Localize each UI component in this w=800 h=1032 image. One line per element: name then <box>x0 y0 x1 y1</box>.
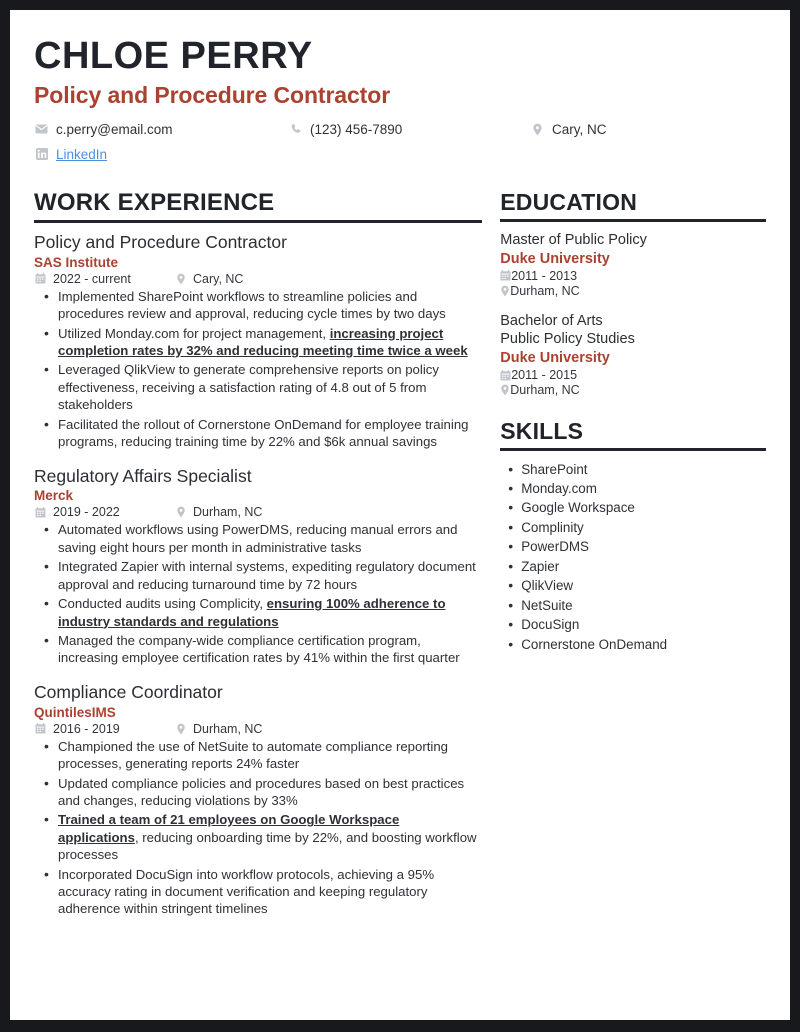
contact-phone[interactable] <box>288 118 530 140</box>
job-location: Cary, NC <box>174 272 243 286</box>
job-bullet: • Facilitated the rollout of Cornerstone OnDemand for employee training programs, reducing training time by 22% and $6k annual savings <box>34 416 482 451</box>
education-degree: Bachelor of Arts <box>500 312 603 329</box>
job-meta <box>34 722 482 736</box>
job-bullet: • Implemented SharePoint workflows to streamline policies and procedures review and approval, reducing cycle times by two days <box>34 288 482 323</box>
job-bullet: • Utilized Monday.com for project management, increasing project completion rates by 32% and reducing meeting time twice a week <box>34 325 482 360</box>
job-title: Policy and Procedure Contractor <box>34 231 287 252</box>
location-pin-icon <box>500 384 510 396</box>
education-field: Public Policy Studies <box>500 331 635 348</box>
skill-item: • Google Workspace <box>500 498 766 517</box>
job-location: Durham, NC <box>174 505 262 519</box>
resume-body <box>34 190 766 932</box>
job-company: Merck <box>34 488 74 504</box>
education-entry <box>500 312 766 398</box>
job-entry <box>34 682 482 918</box>
location-pin-icon <box>500 285 510 297</box>
candidate-name: CHLOE PERRY <box>34 35 313 77</box>
resume-header <box>34 36 766 168</box>
skill-item: • NetSuite <box>500 596 766 615</box>
work-experience-heading: WORK EXPERIENCE <box>34 189 275 217</box>
contact-email-text: c.perry@email.com <box>56 121 173 137</box>
skill-item: • Cornerstone OnDemand <box>500 635 766 654</box>
contact-email[interactable] <box>34 118 288 140</box>
education-school: Duke University <box>500 350 610 367</box>
job-bullet-list <box>34 738 482 918</box>
job-dates: 2016 - 2019 <box>34 722 174 736</box>
calendar-icon <box>34 273 47 284</box>
job-location: Durham, NC <box>174 722 262 736</box>
location-pin-icon <box>530 123 545 136</box>
calendar-icon <box>500 270 511 281</box>
skills-heading: SKILLS <box>500 418 584 445</box>
education-heading: EDUCATION <box>500 189 638 216</box>
location-pin-icon <box>174 723 187 735</box>
education-list <box>500 231 766 398</box>
candidate-job-title: Policy and Procedure Contractor <box>34 82 391 109</box>
location-pin-icon <box>174 506 187 518</box>
emphasized-text: Trained a team of 21 employees on Google Workspace applications <box>58 812 400 845</box>
job-company: SAS Institute <box>34 254 119 270</box>
job-bullet: • Conducted audits using Complicity, ensuring 100% adherence to industry standards and regulations <box>34 595 482 630</box>
linkedin-icon <box>34 148 49 160</box>
contact-info <box>34 118 766 168</box>
skills-list <box>500 460 766 654</box>
job-bullet: • Automated workflows using PowerDMS, reducing manual errors and saving eight hours per month in administrative tasks <box>34 521 482 556</box>
education-section <box>500 190 766 397</box>
contact-location-text: Cary, NC <box>552 121 607 137</box>
skill-item: • Complinity <box>500 518 766 537</box>
education-school: Duke University <box>500 250 610 267</box>
skills-section <box>500 419 766 654</box>
emphasized-text: increasing project completion rates by 32% and reducing meeting time twice a week <box>58 325 468 358</box>
job-bullet: • Trained a team of 21 employees on Google Workspace applications, reducing onboarding time by 22%, and boosting workflow processes <box>34 811 482 863</box>
calendar-icon <box>34 507 47 518</box>
contact-linkedin[interactable] <box>34 143 288 165</box>
calendar-icon <box>500 370 511 381</box>
job-entry <box>34 232 482 451</box>
contact-phone-text: (123) 456-7890 <box>310 121 403 137</box>
education-dates: 2011 - 2015 <box>500 368 766 382</box>
emphasized-text: ensuring 100% adherence to industry standards and regulations <box>58 596 446 629</box>
job-bullet: • Updated compliance policies and procedures based on best practices and changes, reducing violations by 33% <box>34 775 482 810</box>
skill-item: • Monday.com <box>500 479 766 498</box>
envelope-icon <box>34 124 49 134</box>
phone-icon <box>288 123 303 135</box>
education-entry <box>500 231 766 298</box>
job-meta <box>34 505 482 519</box>
job-dates: 2022 - current <box>34 272 174 286</box>
job-bullet: • Leveraged QlikView to generate comprehensive reports on policy effectiveness, receiving a satisfaction rating of 4.8 out of 5 from stakeholders <box>34 361 482 413</box>
skill-item: • Zapier <box>500 557 766 576</box>
job-entry <box>34 466 482 667</box>
job-meta <box>34 272 482 286</box>
education-location: Durham, NC <box>500 284 766 298</box>
section-divider <box>34 220 482 223</box>
job-bullet: • Managed the company-wide compliance certification program, increasing employee certification rates by 41% within the first quarter <box>34 632 482 667</box>
education-dates: 2011 - 2013 <box>500 269 766 283</box>
skill-item: • QlikView <box>500 576 766 595</box>
skill-item: • DocuSign <box>500 615 766 634</box>
education-degree: Master of Public Policy <box>500 231 647 248</box>
left-column <box>34 190 500 932</box>
calendar-icon <box>34 723 47 734</box>
job-title: Regulatory Affairs Specialist <box>34 465 252 486</box>
job-title: Compliance Coordinator <box>34 681 223 702</box>
job-company: QuintilesIMS <box>34 704 116 720</box>
contact-linkedin-link[interactable]: LinkedIn <box>56 146 108 162</box>
job-bullet-list <box>34 288 482 451</box>
skill-item: • PowerDMS <box>500 537 766 556</box>
contact-location <box>530 118 730 140</box>
section-divider <box>500 448 766 451</box>
job-bullet: • Incorporated DocuSign into workflow protocols, achieving a 95% accuracy rating in document verification and keeping regulatory adherence within stringent timelines <box>34 866 482 918</box>
right-column <box>500 190 766 932</box>
job-bullet-list <box>34 521 482 666</box>
job-bullet: • Integrated Zapier with internal systems, expediting regulatory document approval and reducing turnaround time by 72 hours <box>34 558 482 593</box>
resume-page <box>10 10 790 1020</box>
section-divider <box>500 219 766 222</box>
job-bullet: • Championed the use of NetSuite to automate compliance reporting processes, generating reports 24% faster <box>34 738 482 773</box>
education-location: Durham, NC <box>500 383 766 397</box>
location-pin-icon <box>174 273 187 285</box>
skill-item: • SharePoint <box>500 460 766 479</box>
work-experience-section <box>34 190 482 917</box>
job-dates: 2019 - 2022 <box>34 505 174 519</box>
job-list <box>34 232 482 918</box>
